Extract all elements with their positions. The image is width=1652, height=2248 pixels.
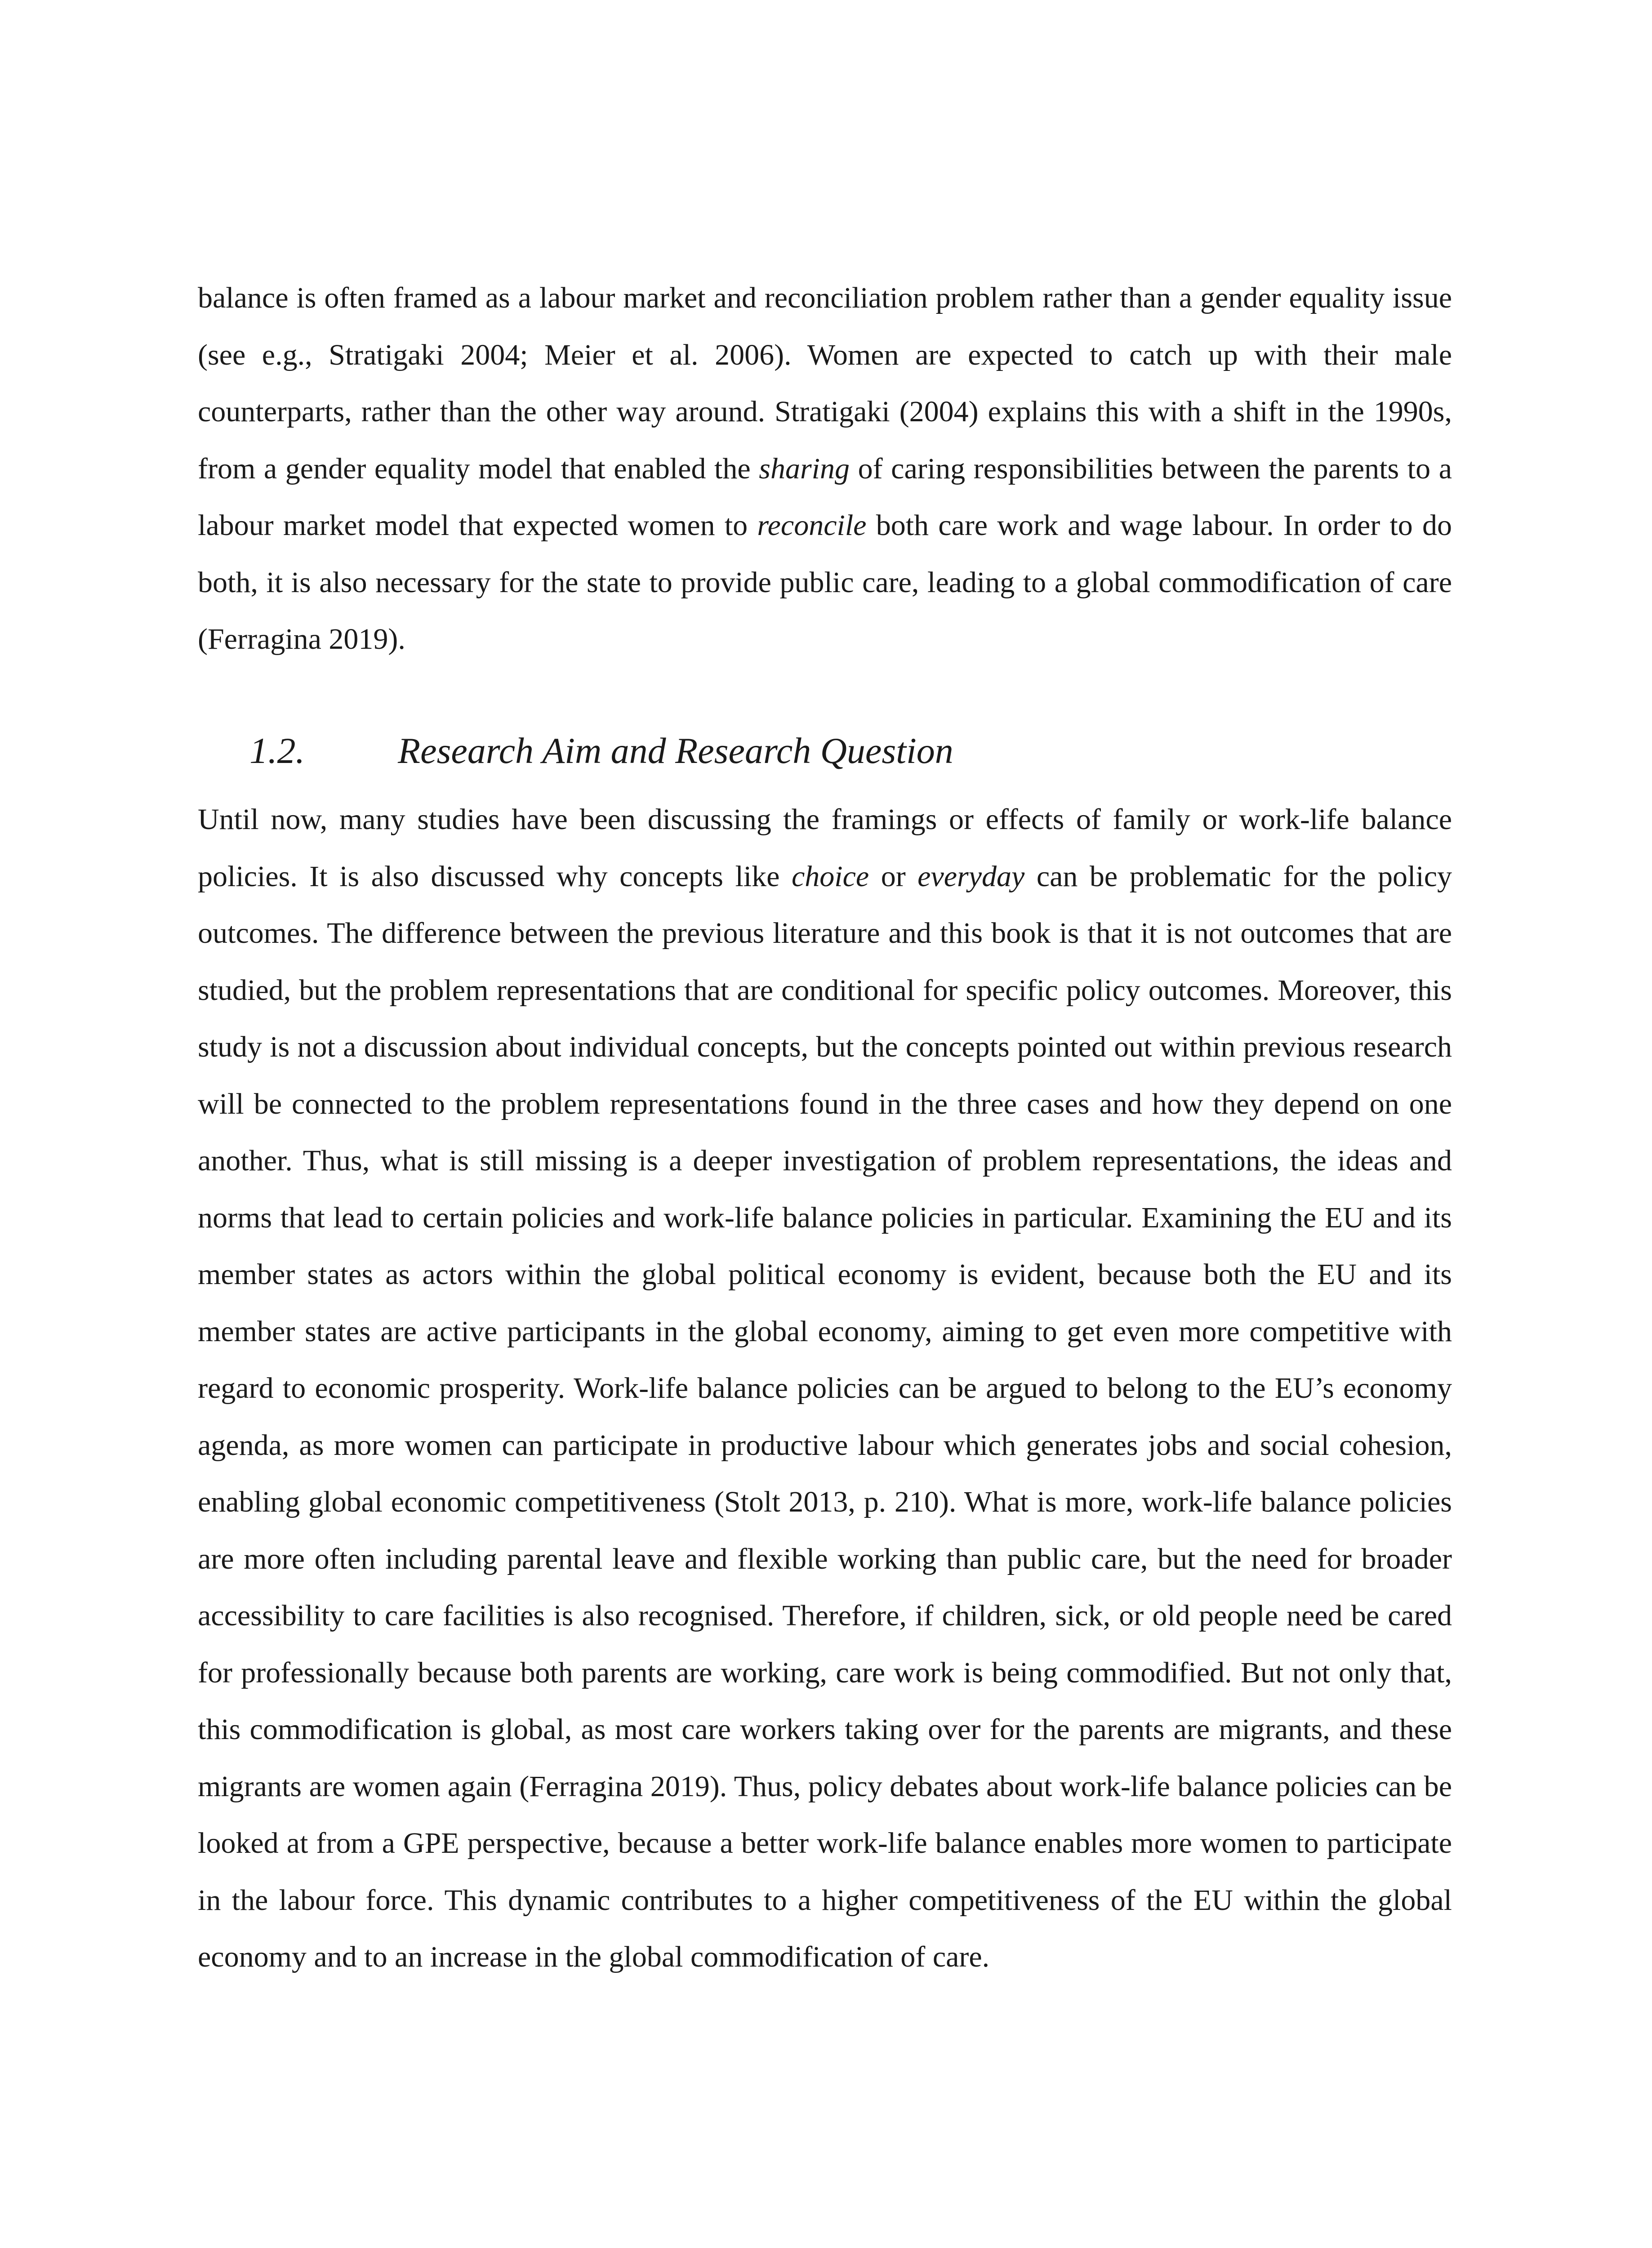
emphasized-term-choice: choice: [791, 860, 869, 893]
paragraph-text-segment: Until now, many studies have been discussing the framings or effects of family or work-life balance policies. It is also discussed why concepts like: [198, 803, 1452, 893]
section-title: Research Aim and Research Question: [398, 730, 953, 771]
paragraph-text-segment: balance is often framed as a labour market and reconciliation problem rather than a gender equality issue (see e.g., Stratigaki 2004; Meier et al. 2006). Women are expected to catch up with their male counterparts, rather than the other way around. Stratigaki (2004) explains this with a shift in the 1990s, from a gender equality model that enabled the: [198, 281, 1452, 485]
emphasized-term-reconcile: reconcile: [757, 509, 867, 542]
paragraph-text-segment: both care work and wage labour. In order to do both, it is also necessary for the state to provide public care, leading to a global commodification of care (Ferragina 2019).: [198, 509, 1452, 656]
paragraph-text-segment: or: [869, 860, 918, 893]
body-paragraph-1: [198, 270, 1452, 668]
section-number: 1.2.: [249, 730, 305, 771]
paragraph-text: [198, 270, 1452, 668]
section-heading: [198, 724, 1452, 778]
paragraph-text: [198, 791, 1452, 1986]
paragraph-text-segment: can be problematic for the policy outcomes. The difference between the previous literature and this book is that it is not outcomes that are studied, but the problem representations that are conditional for specific policy outcomes. Moreover, this study is not a discussion about individual concepts, but the concepts pointed out within previous research will be connected to the problem representations found in the three cases and how they depend on one another. Thus, what is still missing is a deeper investigation of problem representations, the ideas and norms that lead to certain policies and work-life balance policies in particular. Examining the EU and its member states as actors within the global political economy is evident, because both the EU and its member states are active participants in the global economy, aiming to get even more competitive with regard to economic prosperity. Work-life balance policies can be argued to belong to the EU’s economy agenda, as more women can participate in productive labour which generates jobs and social cohesion, enabling global economic competitiveness (Stolt 2013, p. 210). What is more, work-life balance policies are more often including parental leave and flexible working than public care, but the need for broader accessibility to care facilities is also recognised. Therefore, if children, sick, or old people need be cared for professionally because both parents are working, care work is being commodified. But not only that, this commodification is global, as most care workers taking over for the parents are migrants, and these migrants are women again (Ferragina 2019). Thus, policy debates about work-life balance policies can be looked at from a GPE perspective, because a better work-life balance enables more women to participate in the labour force. This dynamic contributes to a higher competitiveness of the EU within the global economy and to an increase in the global commodification of care.: [198, 860, 1452, 1973]
paragraph-text-segment: of caring responsibilities between the parents to a labour market model that expected women to: [198, 452, 1452, 542]
emphasized-term-everyday: everyday: [917, 860, 1025, 893]
body-paragraph-2: [198, 791, 1452, 1986]
emphasized-term-sharing: sharing: [759, 452, 850, 485]
